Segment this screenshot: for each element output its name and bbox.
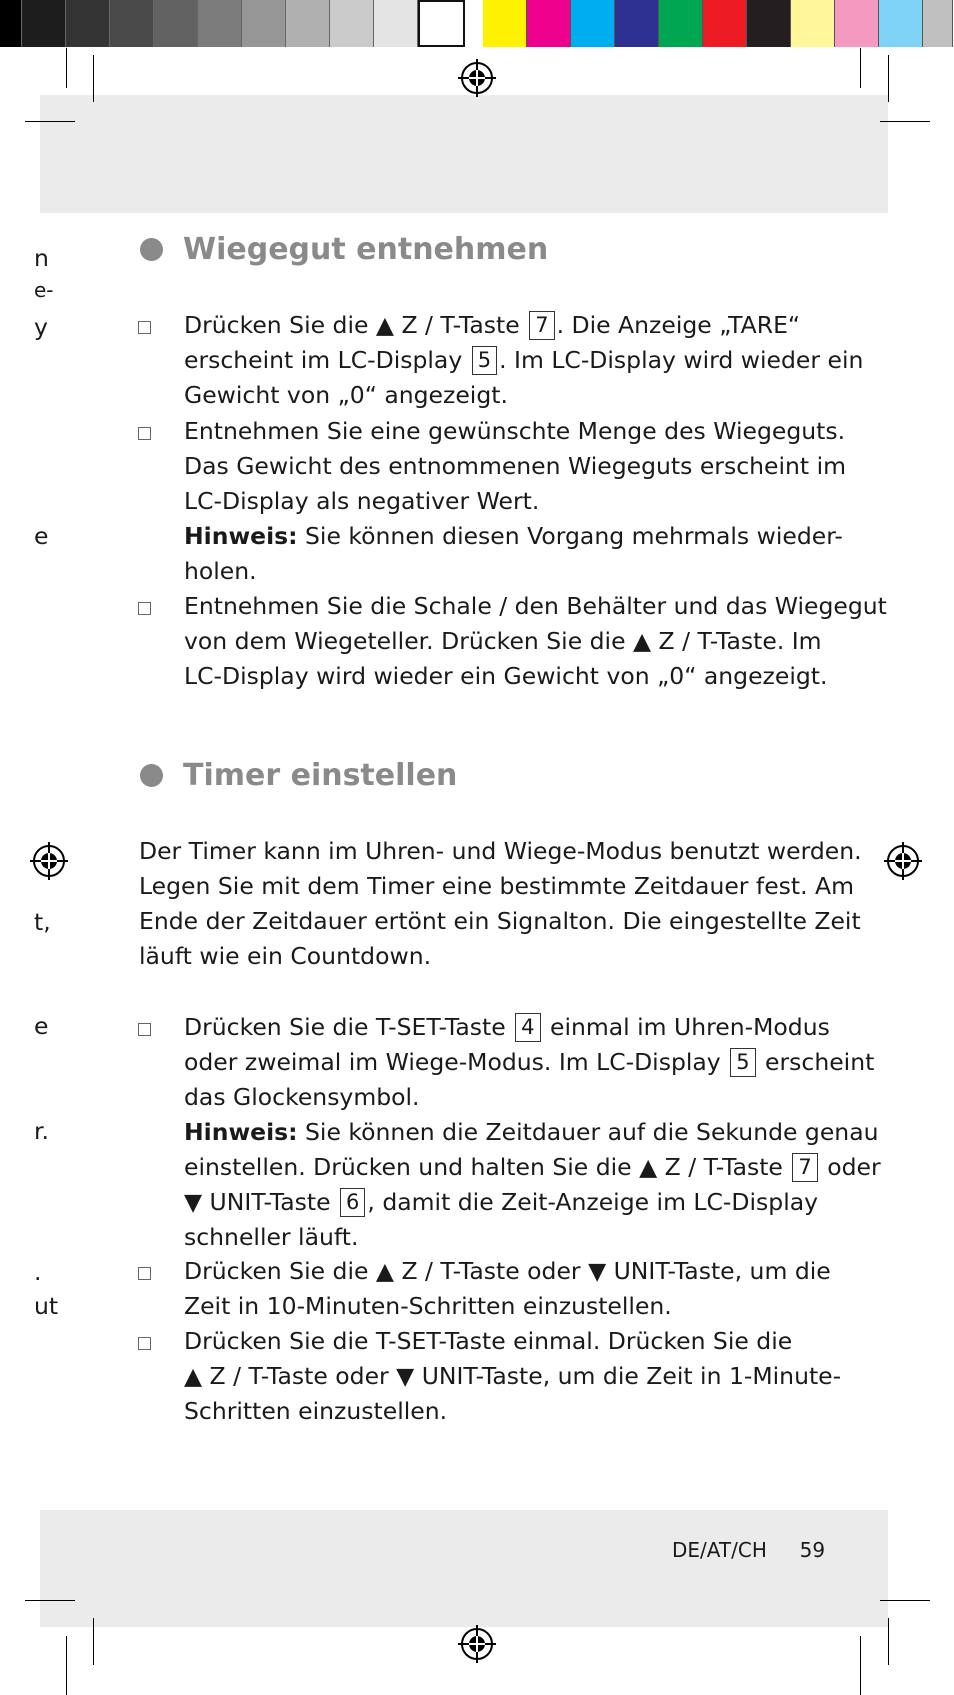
crop-mark [860,1636,861,1695]
reference-number: 7 [529,311,554,340]
text: ▲ Z / T-Taste oder ▼ UNIT-Taste, um die Zeit in 1-Minute- [184,1362,842,1390]
text: LC-Display als negativer Wert. [184,487,540,515]
crop-mark [880,1600,930,1601]
text: . Die Anzeige „TARE“ [556,311,801,339]
section-title: Wiegegut entnehmen [183,232,549,267]
footer-region: DE/AT/CH [672,1538,767,1562]
text: Entnehmen Sie eine gewünschte Menge des Wiegeguts. [184,417,846,445]
hint-label: Hinweis: [184,1118,298,1146]
bullet-dot-icon [140,238,163,261]
section-heading [140,758,457,793]
checkbox-bullet-icon [138,321,151,334]
hint-label: Hinweis: [184,522,298,550]
checkbox-bullet-icon [138,1267,151,1280]
crop-mark [860,48,861,88]
color-swatch [659,0,703,47]
text: Drücken Sie die ▲ Z / T-Taste [184,311,528,339]
gray-swatch [110,0,154,47]
gray-swatch [66,0,110,47]
color-bar [483,0,953,47]
gray-swatch [242,0,286,47]
gray-swatch [374,0,418,47]
reference-number: 5 [730,1048,755,1077]
text: Der Timer kann im Uhren- und Wiege-Modus benutzt werden. [139,837,862,865]
color-swatch [483,0,527,47]
checkbox-bullet-icon [138,602,151,615]
registration-mark-icon [458,1625,496,1663]
reference-number: 5 [472,346,497,375]
margin-fragment: . [34,1258,42,1286]
margin-fragment: e [34,522,49,550]
text: schneller läuft. [184,1223,359,1251]
registration-mark-icon [458,59,496,97]
crop-mark [880,121,930,122]
page-number: 59 [799,1538,826,1562]
margin-fragment: r. [34,1117,49,1145]
gray-swatch [330,0,374,47]
color-swatch [615,0,659,47]
checkbox-bullet-icon [138,1023,151,1036]
text: erscheint im LC-Display [184,346,470,374]
gray-swatch [154,0,198,47]
margin-fragment: y [34,313,48,341]
text: erscheint [757,1048,875,1076]
text: oder [819,1153,881,1181]
text: ▼ UNIT-Taste [184,1188,339,1216]
crop-mark [888,1618,889,1665]
text: , damit die Zeit-Anzeige im LC-Display [367,1188,819,1216]
text: läuft wie ein Countdown. [139,942,432,970]
text: einstellen. Drücken und halten Sie die ▲ Z / T-Taste [184,1153,791,1181]
text: Zeit in 10-Minuten-Schritten einzustellen. [184,1292,672,1320]
crop-mark [888,55,889,102]
checkbox-bullet-icon [138,1337,151,1350]
text: Drücken Sie die T-SET-Taste [184,1013,514,1041]
text: Legen Sie mit dem Timer eine bestimmte Zeitdauer fest. Am [139,872,855,900]
text: Sie können diesen Vorgang mehrmals wieder- [297,522,843,550]
text: Schritten einzustellen. [184,1397,448,1425]
text: Entnehmen Sie die Schale / den Behälter und das Wiegegut [184,592,887,620]
text: Ende der Zeitdauer ertönt ein Signalton. Die eingestellte Zeit [139,907,861,935]
text: Das Gewicht des entnommenen Wiegeguts erscheint im [184,452,846,480]
gray-swatch [286,0,330,47]
crop-mark [66,48,67,88]
gray-swatch [22,0,66,47]
header-panel [40,95,888,213]
grayscale-bar [0,0,465,47]
color-swatch [527,0,571,47]
registration-mark-icon [884,842,922,880]
intro-paragraph [139,834,862,974]
margin-fragment: e [34,1012,49,1040]
margin-fragment: ut [34,1292,59,1320]
text: von dem Wiegeteller. Drücken Sie die ▲ Z / T-Taste. Im [184,627,822,655]
page-footer [672,1538,825,1562]
footer-panel [40,1510,888,1627]
text: . Im LC-Display wird wieder ein [499,346,864,374]
section-heading [140,232,548,267]
text: LC-Display wird wieder ein Gewicht von „0“ angezeigt. [184,662,828,690]
reference-number: 4 [515,1013,540,1042]
color-swatch [879,0,923,47]
registration-mark-icon [30,842,68,880]
gray-swatch [418,0,465,47]
margin-fragment: e- [34,278,54,302]
gray-swatch [198,0,242,47]
crop-mark [25,1600,75,1601]
text: Sie können die Zeitdauer auf die Sekunde genau [297,1118,879,1146]
crop-mark [66,1636,67,1695]
color-swatch [747,0,791,47]
color-swatch [571,0,615,47]
crop-mark [93,55,94,102]
color-swatch [791,0,835,47]
bullet-dot-icon [140,764,163,787]
section-title: Timer einstellen [183,758,458,793]
checkbox-bullet-icon [138,427,151,440]
color-swatch [923,0,953,47]
crop-mark [93,1618,94,1665]
color-swatch [703,0,747,47]
crop-mark [25,121,75,122]
text: das Glockensymbol. [184,1083,420,1111]
gray-swatch [0,0,22,47]
text: einmal im Uhren-Modus [542,1013,830,1041]
text: holen. [184,557,257,585]
margin-fragment: n [34,244,49,272]
text: Drücken Sie die ▲ Z / T-Taste oder ▼ UNIT-Taste, um die [184,1257,831,1285]
text: Gewicht von „0“ angezeigt. [184,381,508,409]
text: Drücken Sie die T-SET-Taste einmal. Drücken Sie die [184,1327,793,1355]
reference-number: 7 [792,1153,817,1182]
color-swatch [835,0,879,47]
text: oder zweimal im Wiege-Modus. Im LC-Display [184,1048,729,1076]
reference-number: 6 [340,1188,365,1217]
margin-fragment: t, [34,908,51,936]
